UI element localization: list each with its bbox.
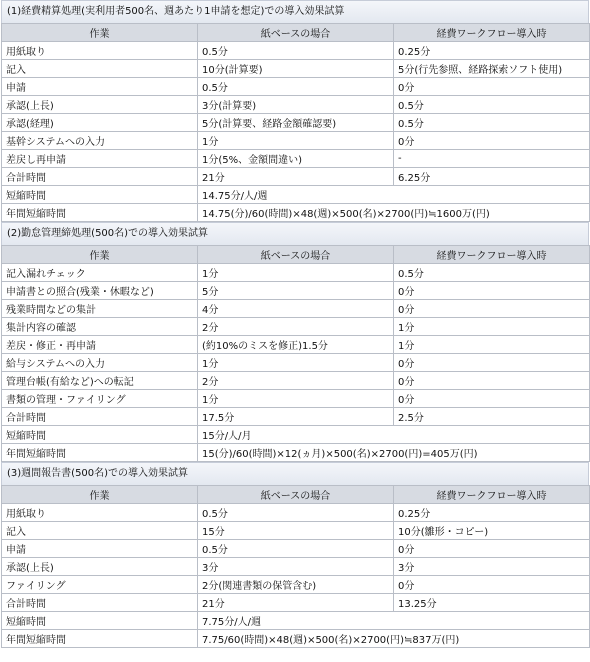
column-header: 作業 — [2, 246, 198, 264]
section-title: (3)週間報告書(500名)での導入効果試算 — [1, 462, 589, 485]
column-header: 紙ベースの場合 — [198, 486, 394, 504]
column-header: 作業 — [2, 486, 198, 504]
summary-label: 短縮時間 — [2, 612, 198, 630]
table-row — [2, 282, 590, 300]
summary-label: 短縮時間 — [2, 426, 198, 444]
header-row — [2, 486, 590, 504]
table-cell: 15分 — [198, 522, 394, 540]
summary-row — [2, 444, 590, 462]
table-cell: 17.5分 — [198, 408, 394, 426]
table-cell: 5分(計算要、経路金額確認要) — [198, 114, 394, 132]
table-row — [2, 540, 590, 558]
table-row — [2, 300, 590, 318]
table-row — [2, 522, 590, 540]
table-cell: 0.5分 — [198, 504, 394, 522]
estimate-section — [1, 222, 589, 462]
table-cell: 給与システムへの入力 — [2, 354, 198, 372]
table-row — [2, 78, 590, 96]
table-cell: - — [394, 150, 590, 168]
table-cell: 0.5分 — [394, 264, 590, 282]
table-cell: 10分(雛形・コピー) — [394, 522, 590, 540]
table-cell: 2分 — [198, 318, 394, 336]
column-header: 経費ワークフロー導入時 — [394, 486, 590, 504]
table-cell: 申請 — [2, 540, 198, 558]
summary-row — [2, 612, 590, 630]
table-row — [2, 576, 590, 594]
table-row — [2, 60, 590, 78]
summary-row — [2, 186, 590, 204]
table-cell: ファイリング — [2, 576, 198, 594]
table-cell: 0.5分 — [198, 78, 394, 96]
table-cell: 10分(計算要) — [198, 60, 394, 78]
table-cell: 3分 — [394, 558, 590, 576]
table-cell: 0分 — [394, 78, 590, 96]
table-cell: 合計時間 — [2, 594, 198, 612]
table-cell: 承認(上長) — [2, 96, 198, 114]
table-cell: 21分 — [198, 594, 394, 612]
table-cell: 1分 — [394, 318, 590, 336]
table-cell: 0分 — [394, 132, 590, 150]
table-cell: 4分 — [198, 300, 394, 318]
table-cell: 申請書との照合(残業・休暇など) — [2, 282, 198, 300]
column-header: 紙ベースの場合 — [198, 24, 394, 42]
table-cell: 0.5分 — [394, 96, 590, 114]
table-cell: 合計時間 — [2, 408, 198, 426]
section-title: (1)経費精算処理(実利用者500名、週あたり1申請を想定)での導入効果試算 — [1, 0, 589, 23]
table-cell: 0.25分 — [394, 42, 590, 60]
table-row — [2, 168, 590, 186]
table-row — [2, 318, 590, 336]
estimate-table — [1, 23, 590, 222]
table-cell: 1分 — [198, 264, 394, 282]
summary-value: 15(分)/60(時間)×12(ヵ月)×500(名)×2700(円)=405万(円) — [198, 444, 590, 462]
table-cell: 2.5分 — [394, 408, 590, 426]
table-cell: 基幹システムへの入力 — [2, 132, 198, 150]
table-cell: 1分 — [198, 132, 394, 150]
column-header: 経費ワークフロー導入時 — [394, 246, 590, 264]
table-cell: 2分(関連書類の保管含む) — [198, 576, 394, 594]
table-cell: 1分 — [198, 390, 394, 408]
table-cell: 0.5分 — [198, 540, 394, 558]
table-cell: 3分(計算要) — [198, 96, 394, 114]
summary-value: 14.75分/人/週 — [198, 186, 590, 204]
column-header: 作業 — [2, 24, 198, 42]
table-cell: 0.5分 — [198, 42, 394, 60]
table-cell: 合計時間 — [2, 168, 198, 186]
table-cell: 13.25分 — [394, 594, 590, 612]
table-cell: 管理台帳(有給など)への転記 — [2, 372, 198, 390]
table-cell: 用紙取り — [2, 504, 198, 522]
table-cell: 0分 — [394, 354, 590, 372]
table-cell: 記入 — [2, 522, 198, 540]
estimate-section — [1, 0, 589, 222]
table-cell: 0分 — [394, 372, 590, 390]
table-cell: 3分 — [198, 558, 394, 576]
header-row — [2, 246, 590, 264]
table-cell: 5分 — [198, 282, 394, 300]
summary-label: 年間短縮時間 — [2, 444, 198, 462]
summary-label: 短縮時間 — [2, 186, 198, 204]
summary-value: 15分/人/月 — [198, 426, 590, 444]
table-row — [2, 354, 590, 372]
table-cell: 21分 — [198, 168, 394, 186]
header-row — [2, 24, 590, 42]
estimate-table — [1, 485, 590, 648]
table-cell: 0分 — [394, 390, 590, 408]
table-row — [2, 42, 590, 60]
table-cell: 0.5分 — [394, 114, 590, 132]
column-header: 経費ワークフロー導入時 — [394, 24, 590, 42]
table-cell: 集計内容の確認 — [2, 318, 198, 336]
summary-row — [2, 204, 590, 222]
table-row — [2, 264, 590, 282]
table-cell: (約10%のミスを修正)1.5分 — [198, 336, 394, 354]
summary-label: 年間短縮時間 — [2, 204, 198, 222]
table-row — [2, 132, 590, 150]
column-header: 紙ベースの場合 — [198, 246, 394, 264]
table-row — [2, 558, 590, 576]
summary-value: 7.75/60(時間)×48(週)×500(名)×2700(円)≒837万(円) — [198, 630, 590, 648]
summary-row — [2, 630, 590, 648]
estimate-table — [1, 245, 590, 462]
table-cell: 0分 — [394, 282, 590, 300]
table-row — [2, 150, 590, 168]
estimate-section — [1, 462, 589, 648]
table-row — [2, 504, 590, 522]
table-row — [2, 594, 590, 612]
table-row — [2, 114, 590, 132]
table-cell: 承認(経理) — [2, 114, 198, 132]
table-row — [2, 372, 590, 390]
summary-value: 7.75分/人/週 — [198, 612, 590, 630]
table-cell: 1分 — [198, 354, 394, 372]
table-cell: 0分 — [394, 576, 590, 594]
table-cell: 書類の管理・ファイリング — [2, 390, 198, 408]
table-row — [2, 336, 590, 354]
table-cell: 1分 — [394, 336, 590, 354]
table-cell: 差戻・修正・再申請 — [2, 336, 198, 354]
table-row — [2, 96, 590, 114]
table-cell: 0分 — [394, 540, 590, 558]
table-cell: 5分(行先参照、経路探索ソフト使用) — [394, 60, 590, 78]
table-cell: 用紙取り — [2, 42, 198, 60]
table-row — [2, 408, 590, 426]
table-cell: 差戻し再申請 — [2, 150, 198, 168]
table-row — [2, 390, 590, 408]
table-cell: 1分(5%、金額間違い) — [198, 150, 394, 168]
summary-label: 年間短縮時間 — [2, 630, 198, 648]
table-cell: 6.25分 — [394, 168, 590, 186]
section-title: (2)勤怠管理締処理(500名)での導入効果試算 — [1, 222, 589, 245]
table-cell: 0分 — [394, 300, 590, 318]
summary-row — [2, 426, 590, 444]
summary-value: 14.75(分)/60(時間)×48(週)×500(名)×2700(円)≒1600万(円) — [198, 204, 590, 222]
table-cell: 0.25分 — [394, 504, 590, 522]
table-cell: 申請 — [2, 78, 198, 96]
table-cell: 記入 — [2, 60, 198, 78]
table-cell: 記入漏れチェック — [2, 264, 198, 282]
table-cell: 残業時間などの集計 — [2, 300, 198, 318]
table-cell: 2分 — [198, 372, 394, 390]
table-cell: 承認(上長) — [2, 558, 198, 576]
